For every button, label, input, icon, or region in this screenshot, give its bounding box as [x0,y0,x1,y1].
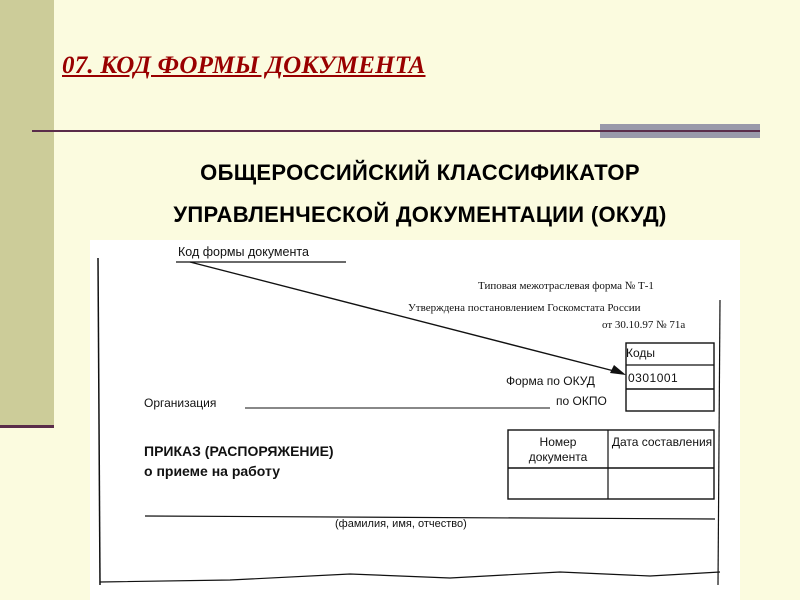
form-by-okud-label: Форма по ОКУД [506,374,595,388]
form-left-edge [98,258,100,585]
order-title: ПРИКАЗ (РАСПОРЯЖЕНИЕ) [144,443,334,459]
typical-form-text: Типовая межотраслевая форма № Т-1 [478,280,654,292]
codes-header: Коды [626,346,656,360]
title-divider [32,130,602,132]
torn-edge [100,572,720,582]
form-lines [90,240,740,600]
organization-label: Организация [144,396,217,410]
left-decor-bar [0,0,54,428]
fio-hint: (фамилия, имя, отчество) [335,518,467,530]
by-okpo-label: по ОКПО [556,394,607,408]
heading-line-1: ОБЩЕРОССИЙСКИЙ КЛАССИФИКАТОР [200,160,640,185]
date-header: Дата составления [611,435,713,449]
pointer-arrow-head [610,365,626,375]
order-subtitle: о приеме на работу [144,463,281,479]
approved-from-text: от 30.10.97 № 71а [602,319,686,331]
slide-title: 07. КОД ФОРМЫ ДОКУМЕНТА [62,52,426,79]
okud-code-value: 0301001 [628,371,679,385]
doc-code-label: Код формы документа [178,245,309,259]
form-right-edge [718,300,720,585]
heading-line-2: УПРАВЛЕНЧЕСКОЙ ДОКУМЕНТАЦИИ (ОКУД) [173,202,667,227]
title-divider-block [600,124,760,138]
scanned-form [90,240,740,600]
approved-by-text: Утверждена постановлением Госкомстата России [408,302,641,314]
pointer-arrow-line [190,262,618,372]
left-decor-rule [0,425,54,428]
doc-number-header: Номер документа [528,435,588,464]
